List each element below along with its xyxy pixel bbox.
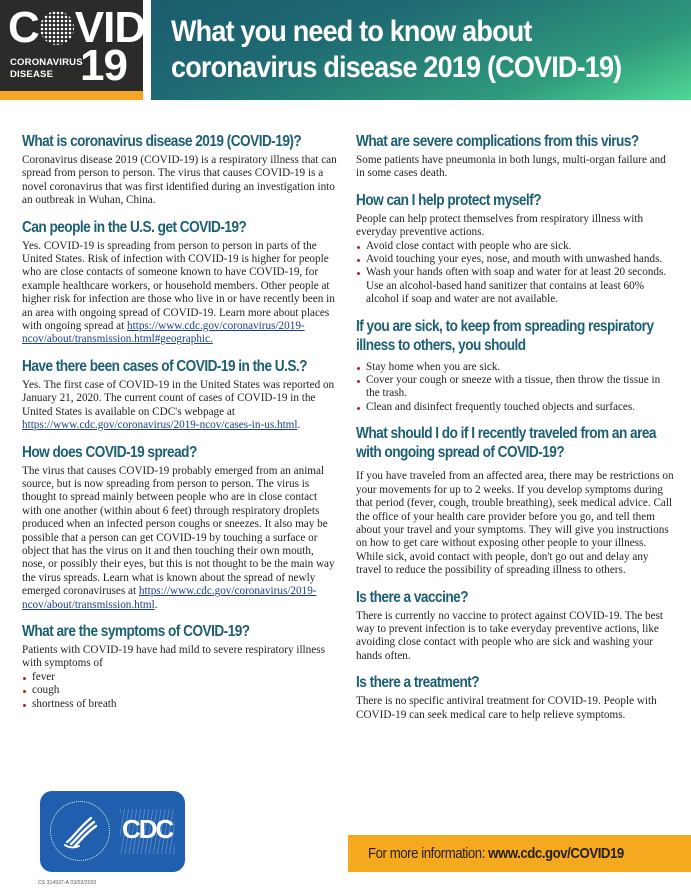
section-heading: How can I help protect myself? [356, 191, 542, 209]
section-how-spread [22, 443, 338, 612]
list-item: shortness of breath [22, 698, 338, 711]
section-body: If you have traveled from an affected area, there may be restrictions on your movements for up to 2 weeks. If you develop symptoms during that period (fever, cough, trouble breathing), seek medical advice. Call the office of your health care provider before you go, and tell them about your travel and your symptoms. They will give you instructions on how to get care without exposing other people to your illness. While sick, avoid contact with people, don't go out and delay any travel to reduce the possibility of spreading illness to others. [356, 470, 674, 577]
section-what-is-covid [22, 132, 338, 208]
more-info-label: For more information: [368, 845, 489, 862]
virus-dot-icon [40, 11, 74, 45]
section-heading: What are severe complications from this virus? [356, 133, 639, 150]
list-item: Wash your hands often with soap and water for at least 20 seconds. Use an alcohol-based hand sanitizer that contains at least 60% alcohol if soap and water are not available. [356, 266, 676, 306]
list-item: Avoid touching your eyes, nose, and mouth with unwashed hands. [356, 253, 676, 266]
section-complications [356, 132, 676, 181]
section-body: Some patients have pneumonia in both lungs, multi-organ failure and in some cases death. [356, 154, 666, 180]
section-body: Coronavirus disease 2019 (COVID-19) is a respiratory illness that can spread from person to person. The virus that causes COVID-19 is a novel coronavirus that was first identified during an investigation into an outbreak in Wuhan, China. [22, 154, 337, 207]
section-heading: Is there a treatment? [356, 674, 480, 692]
cdc-hhs-logo [40, 791, 185, 872]
logo-covid-wordmark: C VID [8, 3, 146, 52]
section-heading: What should I do if I recently traveled from an area with ongoing spread of COVID-19? [356, 425, 656, 462]
cases-in-us-link[interactable]: https://www.cdc.gov/coronavirus/2019-ncov/cases-in-us.html [22, 419, 298, 432]
section-body: Patients with COVID-19 have had mild to severe respiratory illness with symptoms of [22, 643, 325, 670]
document-code: CS 314937-A 03/03/2020 [38, 880, 97, 886]
list-item: cough [22, 684, 338, 697]
section-heading: Can people in the U.S. get COVID-19? [22, 218, 247, 236]
list-item: Cover your cough or sneeze with a tissue, then throw the tissue in the trash. [356, 374, 676, 401]
section-heading: Have there been cases of COVID-19 in the U.S.? [22, 357, 307, 375]
eagle-profile-icon [61, 812, 101, 852]
section-vaccine [356, 588, 676, 664]
list-item: fever [22, 671, 338, 684]
right-column [356, 132, 676, 732]
list-item: Clean and disinfect frequently touched objects and surfaces. [356, 401, 676, 414]
logo-subtitle: CORONAVIRUS DISEASE [10, 57, 83, 80]
section-body: Yes. COVID-19 is spreading from person to person in parts of the United States. Risk of infection with COVID-19 is higher for people who are close contacts of someone known to have COVID-19, for example healthcare workers, or household members. Other people at higher risk for infection are those who live in or have recently been in an area with ongoing spread of COVID-19. Learn more about places with ongoing spread at https://www.cdc.gov/coronavirus/2019-ncov/about/transmission.html#geographic. [22, 239, 335, 346]
list-item: Stay home when you are sick. [356, 361, 676, 374]
section-symptoms [22, 622, 338, 711]
page-title: What you need to know about coronavirus disease 2019 (COVID-19) [171, 15, 622, 84]
section-treatment [356, 673, 676, 722]
covid19-logo [0, 0, 146, 100]
more-info-url[interactable]: www.cdc.gov/COVID19 [488, 845, 624, 862]
symptoms-list [22, 671, 338, 711]
section-body: People can help protect themselves from respiratory illness with everyday preventive actions. [356, 212, 644, 239]
logo-accent-strip [0, 91, 143, 100]
logo-number: 19 [80, 41, 127, 90]
protection-list [356, 240, 676, 307]
section-cases-in-us [22, 357, 338, 433]
section-heading: What is coronavirus disease 2019 (COVID-19)? [22, 133, 302, 150]
section-heading: What are the symptoms of COVID-19? [22, 622, 250, 640]
section-body: There is no specific antiviral treatment for COVID-19. People with COVID-19 can seek medical care to help relieve symptoms. [356, 695, 657, 721]
transmission-link[interactable]: https://www.cdc.gov/coronavirus/2019-ncov/about/transmission.html [22, 585, 317, 611]
section-protect-myself [356, 191, 676, 307]
list-item: Avoid close contact with people who are sick. [356, 240, 676, 253]
section-heading: Is there a vaccine? [356, 588, 469, 606]
section-heading: If you are sick, to keep from spreading respiratory illness to others, you should [356, 317, 654, 354]
section-can-people-get [22, 218, 338, 347]
if-sick-list [356, 361, 676, 415]
section-heading: How does COVID-19 spread? [22, 443, 197, 461]
title-banner [151, 0, 691, 100]
section-body: The virus that causes COVID-19 probably emerged from an animal source, but is now spreading from person to person. The virus is thought to spread mainly between people who are in close contact with one another (within about 6 feet) through respiratory droplets produced when an infected person coughs or sneezes. It also may be possible that a person can get COVID-19 by touching a surface or object that has the virus on it and then touching their own mouth, nose, or possibly their eyes, but this is not thought to be the main way the virus spreads. Learn what is known about the spread of newly emerged coronaviruses at https://www.cdc.gov/coronavirus/2019-ncov/about/transmission.html. [22, 464, 335, 611]
section-recent-travel [356, 424, 676, 577]
hhs-eagle-icon [50, 801, 110, 861]
left-column [22, 132, 338, 721]
geographic-spread-link[interactable]: https://www.cdc.gov/coronavirus/2019-ncov/about/transmission.html#geographic. [22, 320, 305, 346]
section-body: There is currently no vaccine to protect against COVID-19. The best way to prevent infection is to take everyday preventive actions, like avoiding close contact with people who are sick and washing your hands often. [356, 609, 664, 662]
cdc-wordmark: CDC [122, 814, 173, 844]
section-body: Yes. The first case of COVID-19 in the United States was reported on January 21, 2020. The current count of cases of COVID-19 in the United States is available on CDC's webpage at https://www.cdc.gov/coronavirus/2019-ncov/cases-in-us.html. [22, 378, 335, 432]
more-info-bar [348, 835, 691, 872]
section-if-sick [356, 317, 676, 415]
